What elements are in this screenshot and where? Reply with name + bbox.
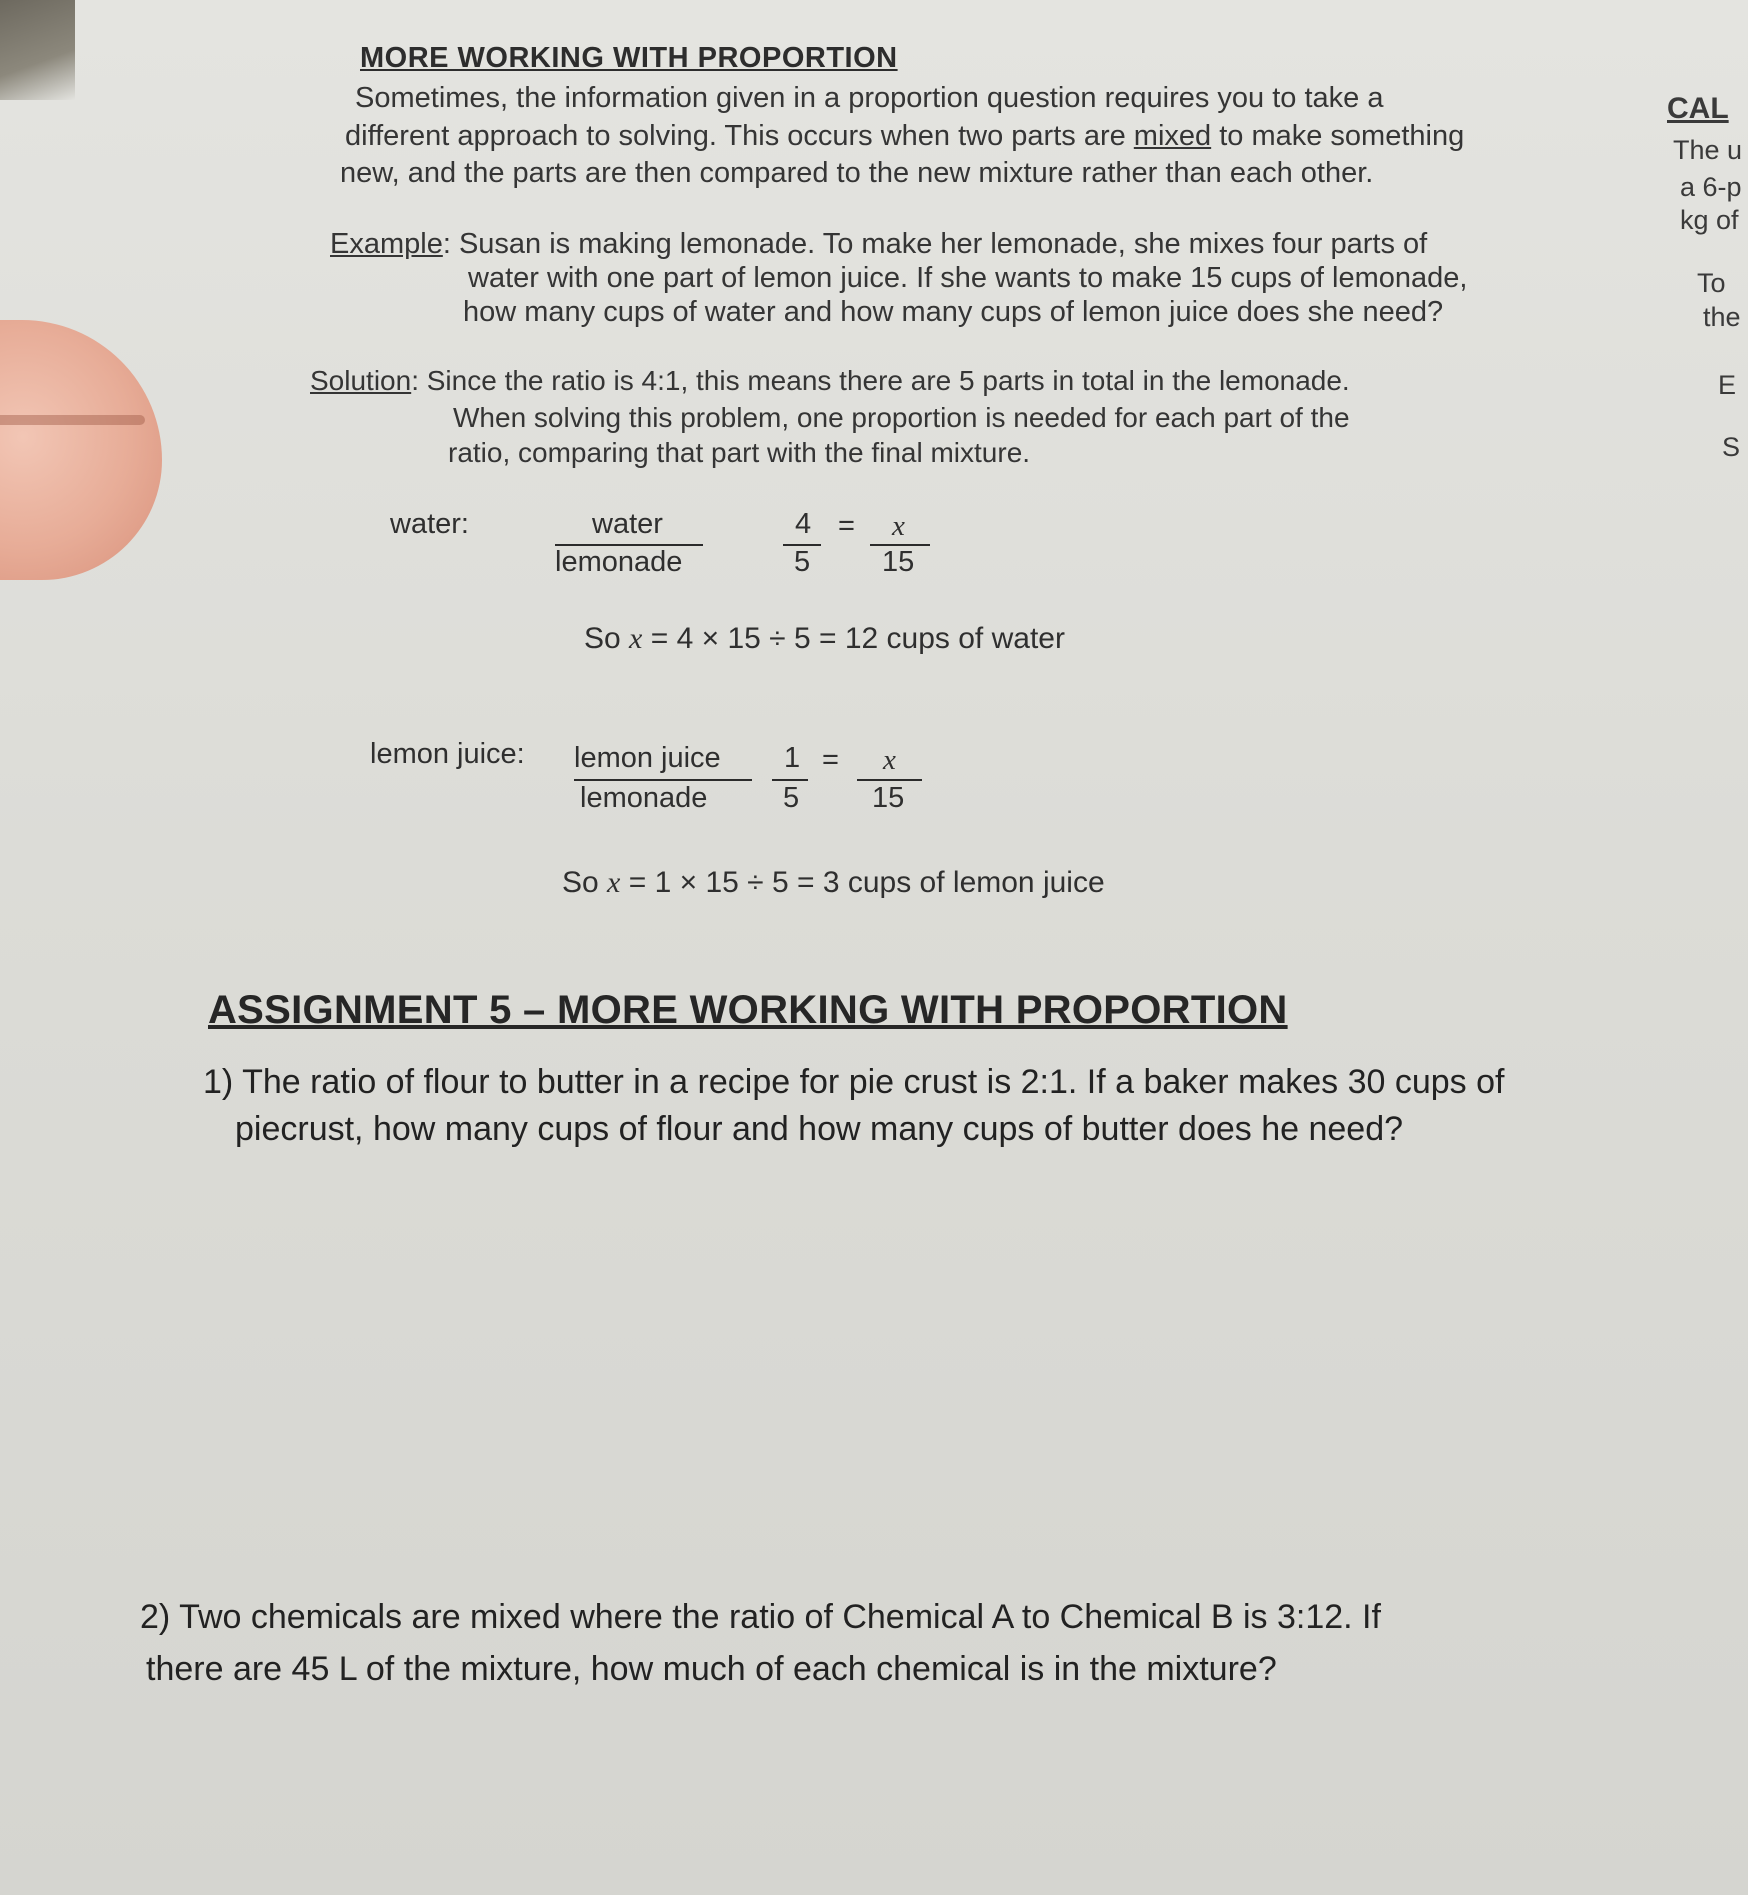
lemon-fraction-bar-1 (772, 779, 808, 781)
assignment-title: ASSIGNMENT 5 – MORE WORKING WITH PROPORTION (208, 988, 1288, 1032)
lemon-denominator-1: 5 (783, 782, 800, 814)
lemon-word-denominator: lemonade (580, 782, 708, 814)
side-page-line-5: the (1703, 302, 1741, 332)
question-2-line-2: there are 45 L of the mixture, how much of each chemical is in the mixture? (146, 1650, 1277, 1688)
side-page-line-1: The u (1673, 135, 1743, 165)
side-page-line-7: S (1722, 432, 1741, 462)
side-page-line-2: a 6-p (1680, 172, 1742, 202)
water-solution: So x = 4 × 15 ÷ 5 = 12 cups of water (584, 622, 1065, 655)
lemon-numerator-1: 1 (784, 742, 801, 774)
side-page-line-6: E (1718, 370, 1737, 400)
solution-line-3: ratio, comparing that part with the final mixture. (448, 437, 1031, 468)
intro-line-1: Sometimes, the information given in a proportion question requires you to take a (355, 82, 1384, 114)
lemon-numerator-2: x (883, 744, 896, 776)
water-numerator-1: 4 (795, 508, 812, 540)
side-page-line-4: To (1697, 268, 1726, 298)
lemon-word-numerator: lemon juice (574, 742, 721, 774)
section-title: MORE WORKING WITH PROPORTION (360, 42, 898, 74)
page-corner-shadow (0, 0, 75, 100)
intro-line-2: different approach to solving. This occurs when two parts are mixed to make something (345, 120, 1465, 152)
water-word-numerator: water (592, 508, 663, 540)
example-label: Example (330, 228, 443, 260)
lemon-denominator-2: 15 (872, 782, 905, 814)
side-page-heading: CAL (1667, 92, 1729, 125)
water-numerator-2: x (892, 510, 905, 542)
water-denominator-1: 5 (794, 546, 811, 578)
solution-line-1: Solution: Since the ratio is 4:1, this means there are 5 parts in total in the lemonade. (310, 365, 1350, 396)
example-line-3: how many cups of water and how many cups of lemon juice does she need? (463, 296, 1444, 328)
finger-crease (0, 415, 145, 425)
water-equals: = (838, 510, 855, 542)
question-1-line-2: piecrust, how many cups of flour and how many cups of butter does he need? (235, 1110, 1404, 1148)
lemon-fraction-bar-2 (857, 779, 922, 781)
lemon-solution: So x = 1 × 15 ÷ 5 = 3 cups of lemon juice (562, 866, 1105, 899)
mixed-underlined: mixed (1133, 120, 1212, 152)
solution-label: Solution (310, 365, 412, 396)
water-word-denominator: lemonade (555, 546, 683, 578)
water-label: water: (390, 508, 469, 540)
question-1-line-1: 1) The ratio of flour to butter in a recipe for pie crust is 2:1. If a baker makes 30 cups of (203, 1063, 1505, 1101)
lemon-label: lemon juice: (370, 738, 525, 770)
lemon-word-fraction-bar (574, 779, 752, 781)
example-line-1: Example: Susan is making lemonade. To make her lemonade, she mixes four parts of (330, 228, 1428, 260)
lemon-equals: = (822, 744, 839, 776)
side-page-line-3: kg of (1680, 205, 1739, 235)
intro-line-3: new, and the parts are then compared to the new mixture rather than each other. (340, 157, 1374, 189)
question-2-line-1: 2) Two chemicals are mixed where the ratio of Chemical A to Chemical B is 3:12. If (140, 1598, 1381, 1636)
solution-line-2: When solving this problem, one proportion is needed for each part of the (453, 402, 1350, 433)
water-denominator-2: 15 (882, 546, 915, 578)
example-line-2: water with one part of lemon juice. If she wants to make 15 cups of lemonade, (468, 262, 1468, 294)
finger (0, 320, 162, 580)
